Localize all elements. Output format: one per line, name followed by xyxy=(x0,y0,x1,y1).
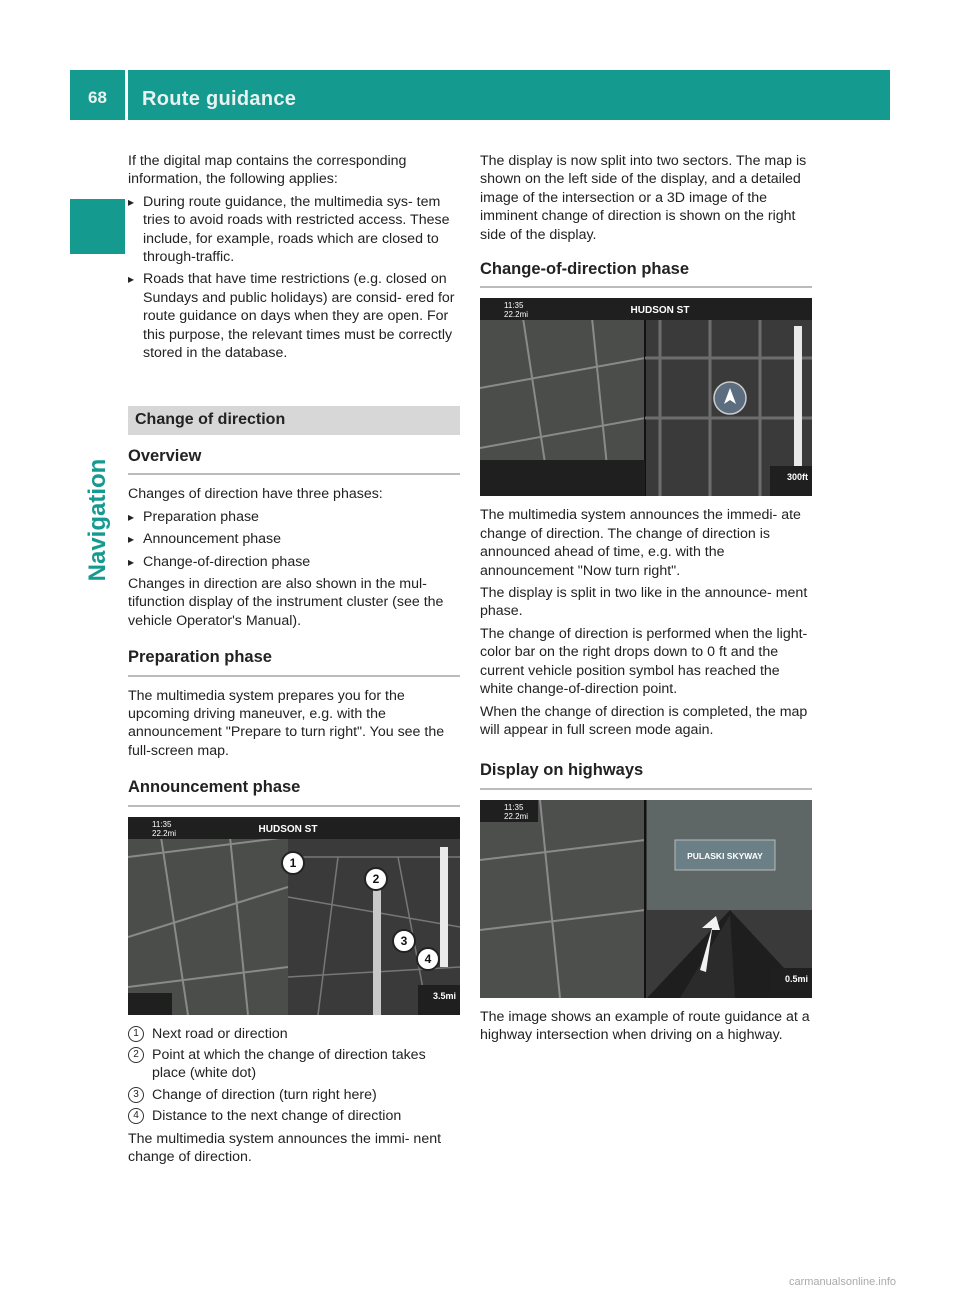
cod-paragraph: The change of direction is performed when the light-color bar on the right drops down to 0 ft and the current vehicle position symbol has reached the white change-of-direction point. xyxy=(480,625,808,698)
legend-number: 1 xyxy=(128,1026,144,1042)
intro-bullet: ▸ During route guidance, the multimedia sys- tem tries to avoid roads with restricted access. These include, for example, roads which are closed to through-traffic. xyxy=(128,193,460,267)
legend-text: Change of direction (turn right here) xyxy=(152,1086,377,1103)
section-heading-change-of-direction: Change of direction xyxy=(128,406,460,434)
heading-display-on-highways: Display on highways xyxy=(480,761,812,789)
overview-text: Changes of direction have three phases: xyxy=(128,486,383,503)
cod-paragraph: The display is split in two like in the announce- ment phase. xyxy=(480,585,808,620)
side-tab-marker xyxy=(70,199,125,254)
intro-text: If the digital map contains the corresponding information, the following applies: xyxy=(128,153,407,188)
heading-announcement-phase: Announcement phase xyxy=(128,778,460,806)
callout-4: 4 xyxy=(424,951,432,966)
header-separator xyxy=(125,70,128,120)
phase-item: ▸ Announcement phase xyxy=(128,530,460,548)
intro-bullet: ▸ Roads that have time restrictions (e.g. closed on Sundays and public holidays) are consid- ered for route guidance on days when they are open. For this purpose, the relevant times must be correctly stored in the database. xyxy=(128,270,460,362)
legend-item xyxy=(128,1025,460,1043)
time-label: 11:35 xyxy=(504,301,524,311)
time-label: 11:35 xyxy=(152,819,172,829)
side-section-label: Navigation xyxy=(84,458,111,582)
announcement-phase-screenshot xyxy=(128,817,460,1015)
right-column xyxy=(480,152,812,1049)
heading-overview: Overview xyxy=(128,447,460,475)
trip-distance-label: 22.2mi xyxy=(504,811,529,821)
legend-number: 4 xyxy=(128,1108,144,1124)
heading-preparation-phase: Preparation phase xyxy=(128,648,460,676)
cod-paragraph: The multimedia system announces the immedi- ate change of direction. The change of direction is announced ahead of time, e.g. with the announcement "Now turn right". xyxy=(480,507,801,579)
street-name-label: HUDSON ST xyxy=(630,305,690,317)
legend-number: 2 xyxy=(128,1047,144,1063)
legend-text: Next road or direction xyxy=(152,1025,288,1042)
watermark: carmanualsonline.info xyxy=(788,1276,896,1288)
cod-paragraph: When the change of direction is completed, the map will appear in full screen mode again. xyxy=(480,703,808,738)
legend-item xyxy=(128,1107,460,1125)
legend-number: 3 xyxy=(128,1087,144,1103)
legend-text: Distance to the next change of direction xyxy=(152,1108,402,1125)
distance-label: 300ft xyxy=(786,472,808,483)
legend-item xyxy=(128,1046,460,1083)
highway-display-screenshot xyxy=(480,800,812,998)
trip-distance-label: 22.2mi xyxy=(504,310,529,320)
page-number: 68 xyxy=(88,88,107,107)
callout-3: 3 xyxy=(400,933,408,948)
callout-1: 1 xyxy=(289,855,297,870)
distance-label: 3.5mi xyxy=(432,990,456,1001)
overview-note: Changes in direction are also shown in the mul- tifunction display of the instrument cluster (see the vehicle Operator's Manual). xyxy=(128,575,444,629)
highway-text: The image shows an example of route guidance at a highway intersection when driving on a highway. xyxy=(480,1008,810,1044)
split-display-text: The display is now split into two sectors. The map is shown on the left side of the display, and a detailed image of the intersection or a 3D image of the imminent change of direction is shown on the right side of the display. xyxy=(480,153,807,243)
trip-distance-label: 22.2mi xyxy=(152,828,177,838)
legend-text: Point at which the change of direction takes place (white dot) xyxy=(152,1046,426,1082)
legend-item xyxy=(128,1086,460,1104)
change-of-direction-screenshot xyxy=(480,298,812,496)
phase-item: ▸ Preparation phase xyxy=(128,508,460,526)
time-label: 11:35 xyxy=(504,802,524,812)
street-name-label: HUDSON ST xyxy=(258,823,318,835)
preparation-text: The multimedia system prepares you for the upcoming driving maneuver, e.g. with the announcement "Prepare to turn right". You see the full-screen map. xyxy=(128,687,445,759)
highway-sign-label: PULASKI SKYWAY xyxy=(687,850,763,861)
announcement-note: The multimedia system announces the immi- nent change of direction. xyxy=(128,1130,442,1165)
chapter-title: Route guidance xyxy=(142,88,297,110)
left-column xyxy=(128,152,460,1170)
distance-label: 0.5mi xyxy=(784,973,808,984)
heading-change-of-direction-phase: Change-of-direction phase xyxy=(480,260,812,288)
phase-item: ▸ Change-of-direction phase xyxy=(128,553,460,571)
callout-2: 2 xyxy=(372,871,380,886)
